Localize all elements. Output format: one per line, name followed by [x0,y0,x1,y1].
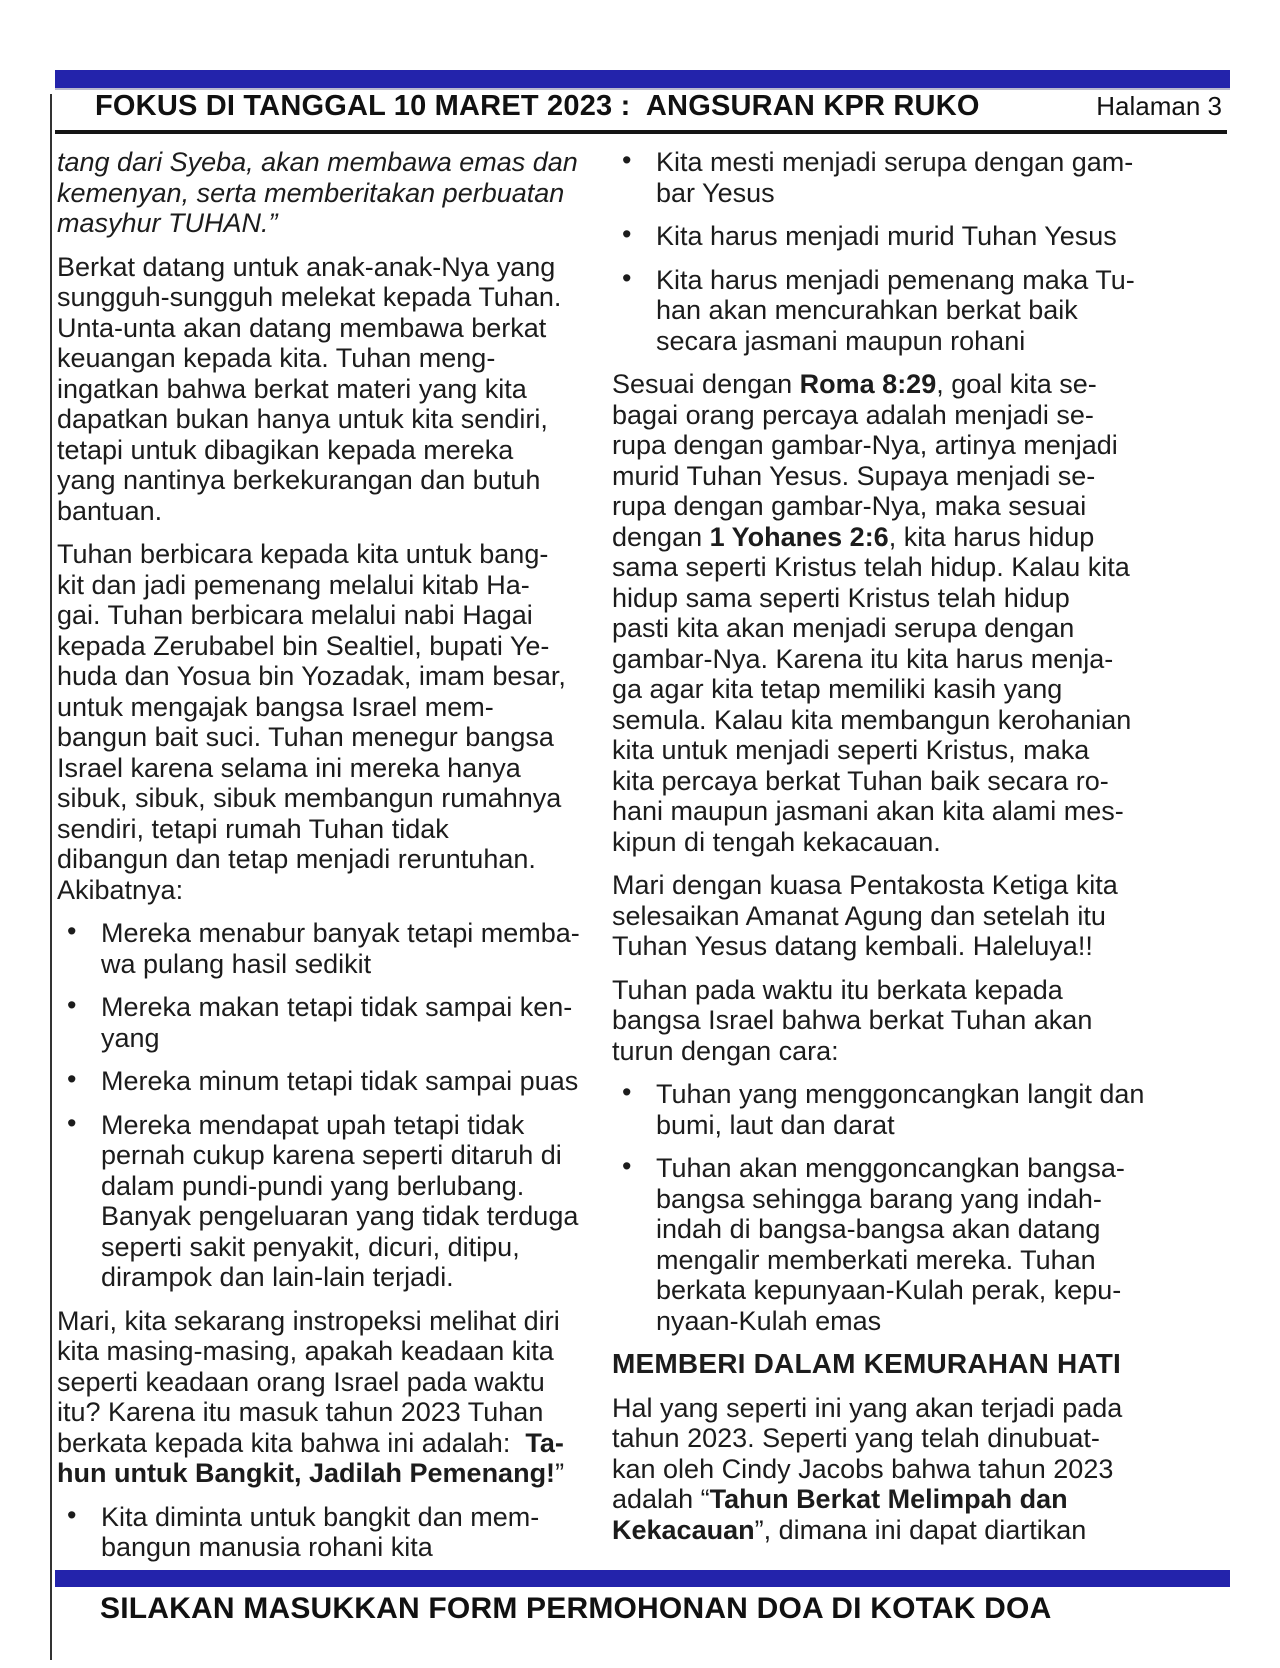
bullet-text: Kita harus menjadi murid Tuhan Yesus [656,221,1117,251]
bullet-icon: • [67,990,77,1020]
bullet-text: Kita diminta untuk bangkit dan mem- bangun manusia rohani kita [101,1501,540,1562]
left-page-border [50,94,52,1660]
bullet-icon: • [622,219,632,249]
paragraph: Sesuai dengan Roma 8:29, goal kita se- bagai orang percaya adalah menjadi se- rupa dengan gambar-Nya, artinya menjadi murid Tuhan Yesus. Supaya menjadi se- rupa dengan gambar-Nya, maka sesuai dengan 1 Yohanes 2:6, kita harus hidup sama seperti Kristus telah hidup. Kalau kita hidup sama seperti Kristus telah hidup pasti kita akan menjadi serupa dengan gambar-Nya. Karena itu kita harus menja- ga agar kita tetap memiliki kasih yang semula. Kalau kita membangun kerohanian kita untuk menjadi seperti Kristus, maka kita percaya berkat Tuhan baik secara ro- hani maupun jasmani akan kita alami mes- kipun di tengah kekacauan. [612,369,1132,857]
bullet-text: Mereka menabur banyak tetapi memba- wa pulang hasil sedikit [101,918,580,979]
bullet-icon: • [67,1107,77,1138]
bullet-item [57,1107,597,1293]
bullet-text: Mereka makan tetapi tidak sampai ken- yang [101,992,573,1053]
bullet-item [612,1153,1160,1336]
page-header [55,90,1230,123]
paragraph: Mari, kita sekarang instropeksi melihat diri kita masing-masing, apakah keadaan kita seperti keadaan orang Israel pada waktu itu? Karena itu masuk tahun 2023 Tuhan berkata kepada kita bahwa ini adalah: Ta- hun untuk Bangkit, Jadilah Pemenang!” [57,1305,565,1488]
bullet-text: Kita mesti menjadi serupa dengan gam- bar Yesus [656,147,1134,208]
top-blue-bar [55,70,1230,90]
bullet-icon: • [622,1077,632,1107]
bullet-icon: • [622,1151,632,1181]
bullet-text: Mereka minum tetapi tidak sampai puas [101,1066,579,1096]
section-heading: MEMBERI DALAM KEMURAHAN HATI [612,1348,1122,1379]
bullet-item [612,1079,1160,1140]
paragraph: Mari dengan kuasa Pentakosta Ketiga kita selesaikan Amanat Agung dan setelah itu Tuhan Yesus datang kembali. Haleluya!! [612,870,1118,961]
left-column [57,147,597,1576]
footer-text: SILAKAN MASUKKAN FORM PERMOHONAN DOA DI KOTAK DOA [100,1592,1052,1625]
bullet-item [612,221,1160,252]
bullet-text: Tuhan akan menggoncangkan bangsa- bangsa sehingga barang yang indah- indah di bangsa-bangsa akan datang mengalir memberkati mereka. Tuhan berkata kepunyaan-Kulah perak, kepu- nyaan-Kulah emas [656,1153,1125,1336]
bullet-item [57,1066,597,1097]
footer-blue-bar [55,1570,1230,1587]
bullet-item [57,1499,597,1563]
page-number: Halaman 3 [1096,91,1222,121]
bullet-icon: • [67,1064,77,1094]
bullet-item [612,147,1160,208]
bullet-icon: • [67,916,77,946]
bullet-text: Kita harus menjadi pemenang maka Tu- han akan mencurahkan berkat baik secara jasmani maupun rohani [656,264,1135,356]
paragraph: Hal yang seperti ini yang akan terjadi pada tahun 2023. Seperti yang telah dinubuat- kan oleh Cindy Jacobs bahwa tahun 2023 adalah “Tahun Berkat Melimpah dan Kekacauan”, dimana ini dapat diartikan [612,1392,1123,1545]
paragraph: Berkat datang untuk anak-anak-Nya yang sungguh-sungguh melekat kepada Tuhan. Unta-unta akan datang membawa berkat keuangan kepada kita. Tuhan meng- ingatkan bahwa berkat materi yang kita dapatkan bukan hanya untuk kita sendiri, tetapi untuk dibagikan kepada mereka yang nantinya berkekurangan dan butuh bantuan. [57,251,562,526]
bullet-icon: • [622,262,632,293]
bullet-text: Mereka mendapat upah tetapi tidak pernah cukup karena seperti ditaruh di dalam pundi-pundi yang berlubang. Banyak pengeluaran yang tidak terduga seperti sakit penyakit, dicuri, ditipu, dirampok dan lain-lain terjadi. [101,1109,579,1292]
bullet-text: Tuhan yang menggoncangkan langit dan bumi, laut dan darat [656,1079,1145,1140]
paragraph: tang dari Syeba, akan membawa emas dan kemenyan, serta memberitakan perbuatan masyhur TUHAN.” [57,147,578,238]
paragraph: Tuhan pada waktu itu berkata kepada bangsa Israel bahwa berkat Tuhan akan turun dengan cara: [612,974,1093,1066]
page-title: FOKUS DI TANGGAL 10 MARET 2023 : ANGSURAN KPR RUKO [95,90,980,122]
bullet-icon: • [67,1499,77,1530]
bullet-item [57,918,597,979]
header-divider [55,130,1227,134]
paragraph: Tuhan berbicara kepada kita untuk bang- kit dan jadi pemenang melalui kitab Ha- gai. Tuhan berbicara melalui nabi Hagai kepada Zerubabel bin Sealtiel, bupati Ye- huda dan Yosua bin Yozadak, imam besar, untuk mengajak bangsa Israel mem- bangun bait suci. Tuhan menegur bangsa Israel karena selama ini mereka hanya sibuk, sibuk, sibuk membangun rumahnya sendiri, tetapi rumah Tuhan tidak dibangun dan tetap menjadi reruntuhan. Akibatnya: [57,539,566,905]
right-column [612,147,1160,1558]
bullet-item [57,992,597,1053]
bullet-item [612,262,1160,357]
bullet-icon: • [622,145,632,175]
